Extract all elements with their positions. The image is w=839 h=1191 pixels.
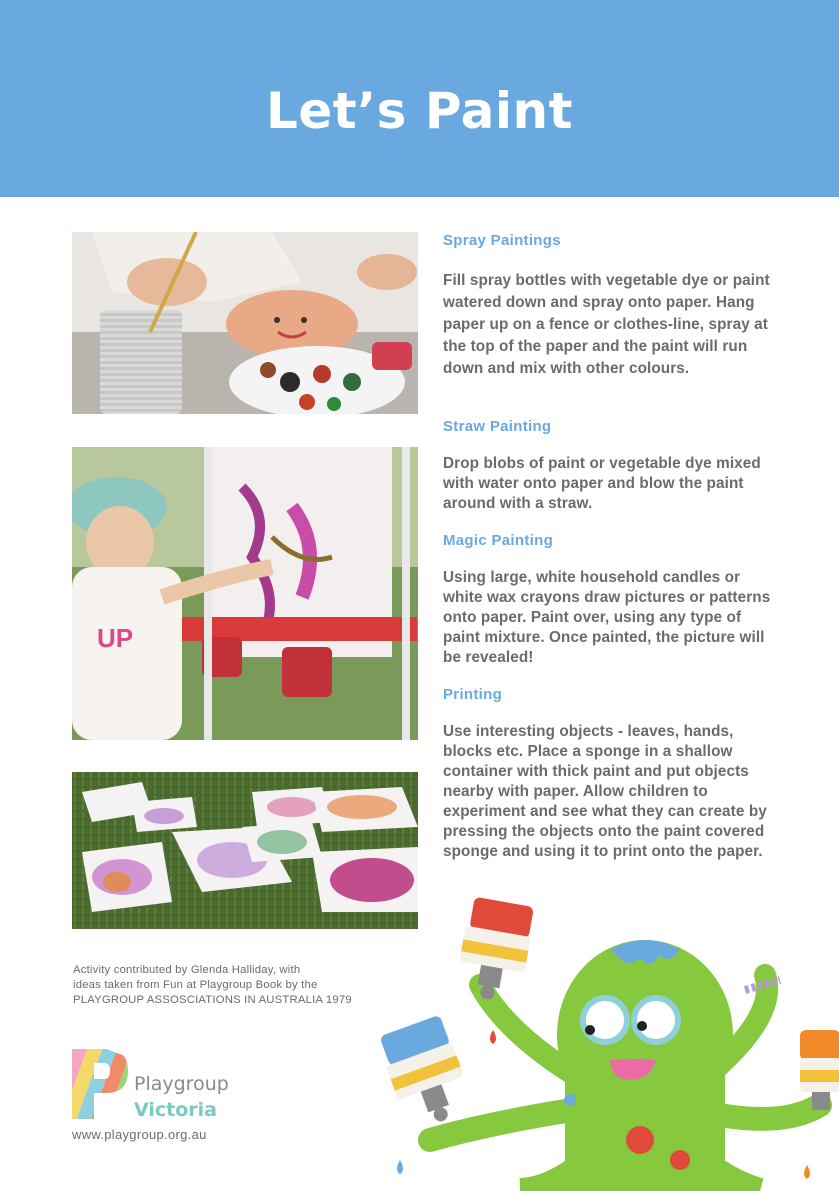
playgroup-logo-icon [72,1049,128,1119]
section-spray-paintings [443,232,773,380]
photo-child-easel [72,447,418,740]
activity-credit [73,963,403,1008]
credit-line: Activity contributed by Glenda Halliday, with [73,964,301,976]
section-heading: Printing [443,686,503,703]
section-body: Fill spray bottles with vegetable dye or paint watered down and spray onto paper. Hang paper up on a fence or clothes-line, spray at the top of the paper and the paint will run down and mix with other colours. [443,272,770,377]
section-body: Drop blobs of paint or vegetable dye mixed with water onto paper and blow the paint around with a straw. [443,455,761,512]
logo-text-playgroup: Playgroup [134,1073,229,1095]
page-title: Let’s Paint [265,82,573,140]
section-heading: Spray Paintings [443,232,561,249]
credit-line: ideas taken from Fun at Playgroup Book by the [73,979,318,991]
section-magic-painting [443,532,773,668]
section-heading: Straw Painting [443,418,552,435]
section-printing [443,686,773,862]
photo-paint-table [72,232,418,414]
credit-line: PLAYGROUP ASSOSCIATIONS IN AUSTRALIA 1979 [73,994,352,1006]
svg-text:UP: UP [97,623,134,653]
section-straw-painting [443,418,773,514]
section-body: Use interesting objects - leaves, hands, blocks etc. Place a sponge in a shallow container with thick paint and put objects nearby with paper. Allow children to experiment and see what they can create by pressing the objects onto the paint covered sponge and using it to print onto the paper. [443,723,767,860]
website-url: www.playgroup.org.au [72,1127,207,1142]
section-body: Using large, white household candles or white wax crayons draw pictures or patterns onto paper. Paint over, using any type of paint mixture. Once painted, the picture will be revealed! [443,569,771,666]
page-header [0,0,839,197]
logo-text-victoria: Victoria [134,1099,217,1121]
section-heading: Magic Painting [443,532,554,549]
octopus-mascot-illustration [360,890,839,1191]
